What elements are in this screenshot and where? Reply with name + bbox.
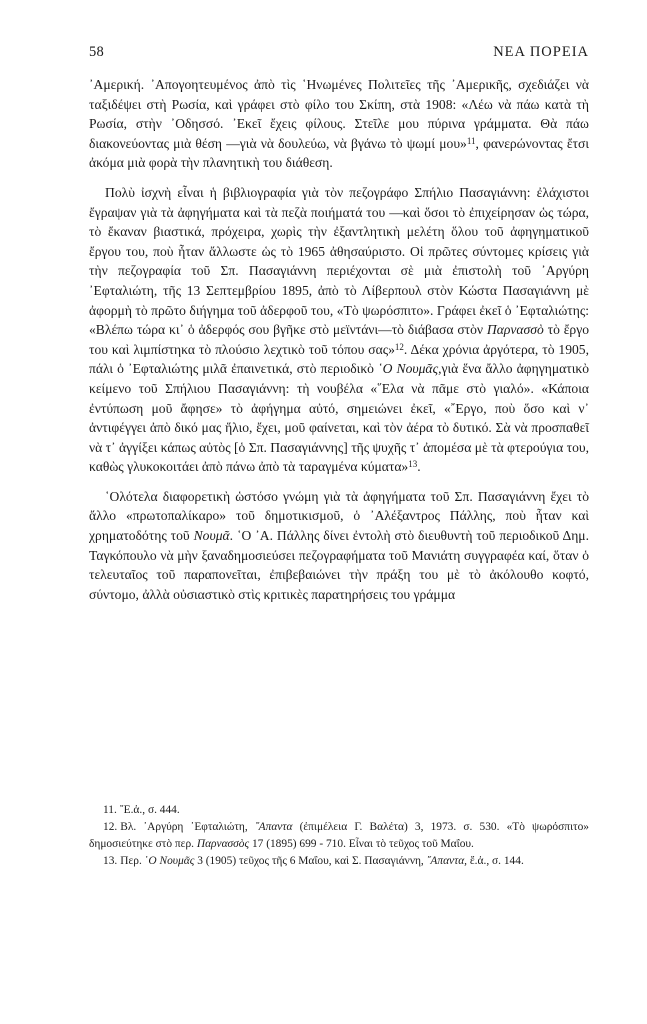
footnote-ref-11: 11	[466, 135, 476, 146]
footnote-text: ἔ.ἀ., σ. 144.	[467, 855, 524, 867]
main-text	[89, 75, 589, 604]
footnote-text: 17 (1895) 699 - 710. Εἶναι τὸ τεῦχος τοῦ Μαΐου.	[249, 838, 474, 850]
italic-title-parnassos: Παρνασσὸς	[196, 838, 250, 850]
footnote-11	[89, 802, 589, 819]
paragraph-text: . ῾Ο ᾽Α. Πάλλης δίνει ἐντολὴ στὸ διευθυντὴ τοῦ περιοδικοῦ Δημ. Ταγκόπουλο νὰ μὴν ξαναδημοσιεύσει πεζογραφήματα τοῦ Μανιάτη συγγραφέα καί, ὅταν ὁ τελευταῖος τοῦ παραπονεῖται, ἐπιβεβαιώνει τὴν πράξη του μὲ τὸ ἀκόλουθο κοφτό, σύντομο, ἀλλὰ οὐσιαστικὸ στὶς κριτικὲς παρατηρήσεις του γράμμα	[89, 528, 589, 602]
italic-title-apanta: ῎Απαντα,	[426, 855, 468, 867]
paragraph-text: Πολὺ ἰσχνὴ εἶναι ἡ βιβλιογραφία γιὰ τὸν πεζογράφο Σπήλιο Πασαγιάννη: ἐλάχιστοι ἔγραψαν γιὰ τὰ ἀφηγήματα καὶ τὰ πεζὰ ποιήματά του —καὶ ὅσοι τὸ ἐπιχείρησαν ὡς τώρα, τὸ ἔκαναν βιαστικά, πρόχειρα, χωρὶς τὴν ἐξαντλητικὴ μελέτη ὅλου τοῦ ἀφηγηματικοῦ ἔργου του, ποὺ ἦταν ἄλλωστε ὡς τὸ 1965 ἀθησαύριστο. Οἱ πρῶτες σύντομες κρίσεις γιὰ τὴν πεζογραφία τοῦ Σπ. Πασαγιάννη περιέχονται σὲ μιὰ ἐπιστολὴ τοῦ ᾽Αργύρη ᾽Εφταλιώτη, τῆς 13 Σεπτεμβρίου 1895, ἀπὸ τὸ Λίβερπουλ στὸν Κώστα Πασαγιάννη μὲ ἀφορμὴ τὸ πρῶτο διήγημα τοῦ ἀδερφοῦ του, «Τὸ ψωρόσπιτο». Γράφει ἐκεῖ ὁ ᾽Εφταλιώτης: «Βλέπω τώρα κι᾽ ὁ ἀδερφός σου βγῆκε στὸ μεϊντάνι—τὸ διάβασα στὸν	[89, 184, 589, 338]
footnote-text: (ἐπιμέλεια Γ. Βαλέτα) 3, 1973. σ. 530. «Τὸ ψωρόσπιτο» δημοσιεύτηκε στὸ περ.	[89, 821, 589, 850]
journal-title: ΝΕΑ ΠΟΡΕΙΑ	[493, 44, 589, 60]
paragraph-3	[89, 487, 589, 605]
footnote-ref-13: 13	[408, 459, 418, 470]
footnote-number: 13.	[103, 855, 118, 867]
italic-title-parnassos: Παρνασσὸ	[486, 322, 544, 338]
paragraph-text: . Δέκα χρόνια ἀργότερα, τὸ 1905, πάλι ὁ ᾽Εφταλιώτης μιλᾶ ἐπαινετικά, στὸ περιοδικὸ	[89, 341, 589, 377]
italic-title-apanta: ῎Απαντα	[254, 821, 293, 833]
paragraph-text: τὸ ἔργο του καὶ λιμπίστηκα τὸ πλούσιο λεχτικὸ τοῦ τόπου σας»	[89, 322, 590, 357]
running-header	[89, 44, 589, 61]
italic-title-noumas: ῾Ο Νουμᾶς	[378, 361, 439, 377]
paragraph-2	[89, 183, 589, 477]
paragraph-text: , φανερώνοντας ἔτσι ἀκόμα μιὰ φορὰ τὴν πλανητικὴ του διάθεση.	[89, 135, 589, 171]
paragraph-text: ᾽Αμερική. ᾽Απογοητευμένος ἀπὸ τὶς ῾Ηνωμένες Πολιτεῖες τῆς ᾽Αμερικῆς, σχεδιάζει νὰ ταξιδέψει στὴ Ρωσία, καὶ γράφει στὸ φίλο του Σκίπη, στὰ 1908: «Λέω νὰ πάω κατὰ τὴ Ρωσία, στὴν ᾽Οδησσό. ᾽Εκεῖ ἔχεις φίλους. Στεῖλε μου πύρινα γράμματα. Θὰ πάω διακονεύοντας μιὰ θέση —γιὰ νὰ δουλεύω, νὰ βγάνω τὸ ψωμί μου»	[89, 77, 589, 151]
footnote-text: 3 (1905) τεῦχος τῆς 6 Μαΐου, καὶ Σ. Πασαγιάννη,	[194, 855, 427, 867]
page-number: 58	[89, 44, 105, 60]
paragraph-text: ,γιὰ ἕνα ἄλλο ἀφηγηματικὸ κείμενο τοῦ Σπήλιου Πασαγιάννη: τὴ νουβέλα «῞Ελα νὰ πᾶμε στὸ γιαλό». «Κάποια ἐντύπωση μοῦ ἄφησε» τὸ ἀφήγημα αὐτό, σημειώνει ἐκεῖ, «῎Εργο, ποὺ ὅσο καὶ ν᾽ ἀντιφέγγει ἀπὸ δικό μας ἥλιο, ἔχει, μοῦ φαίνεται, καὶ τὸν ἀέρα τὸ δυτικό. Σὰ νὰ προσπαθεῖ νὰ τ᾽ ἀγγίξει κάπως αὐτὸς [ὁ Σπ. Πασαγιάννης] τῆς ψυχῆς τ᾽ ἀπομέσα μὲ τὰ φτερούγια του, καθὼς γλυκοκοιτάει ἀπὸ πάνω ἀπὸ τὰ ταραγμένα κύματα»	[89, 361, 590, 475]
footnote-12	[89, 819, 589, 853]
footnote-number: 12.	[103, 821, 118, 833]
paragraph-text: .	[417, 459, 421, 475]
italic-title-noumas: Νουμᾶ	[193, 528, 230, 544]
footnote-ref-12: 12	[394, 341, 404, 352]
footnote-13	[89, 853, 589, 870]
italic-title-noumas: ῾Ο Νουμᾶς	[144, 855, 195, 867]
footnote-number: 11.	[103, 804, 117, 816]
footnotes-section	[89, 802, 589, 870]
paragraph-1	[89, 75, 589, 173]
footnote-text: Βλ. ᾽Αργύρη ᾽Εφταλιώτη,	[120, 821, 255, 833]
footnote-text: ῎Ε.ἀ., σ. 444.	[119, 804, 180, 816]
paragraph-text: ῾Ολότελα διαφορετικὴ ὡστόσο γνώμη γιὰ τὰ ἀφηγήματα τοῦ Σπ. Πασαγιάννη ἔχει τὸ ἄλλο «πρωτοπαλίκαρο» τοῦ δημοτικισμοῦ, ὁ ᾽Αλέξαντρος Πάλλης, ποὺ ἦταν καὶ χρηματοδότης τοῦ	[89, 488, 589, 544]
footnote-text: Περ.	[120, 855, 145, 867]
